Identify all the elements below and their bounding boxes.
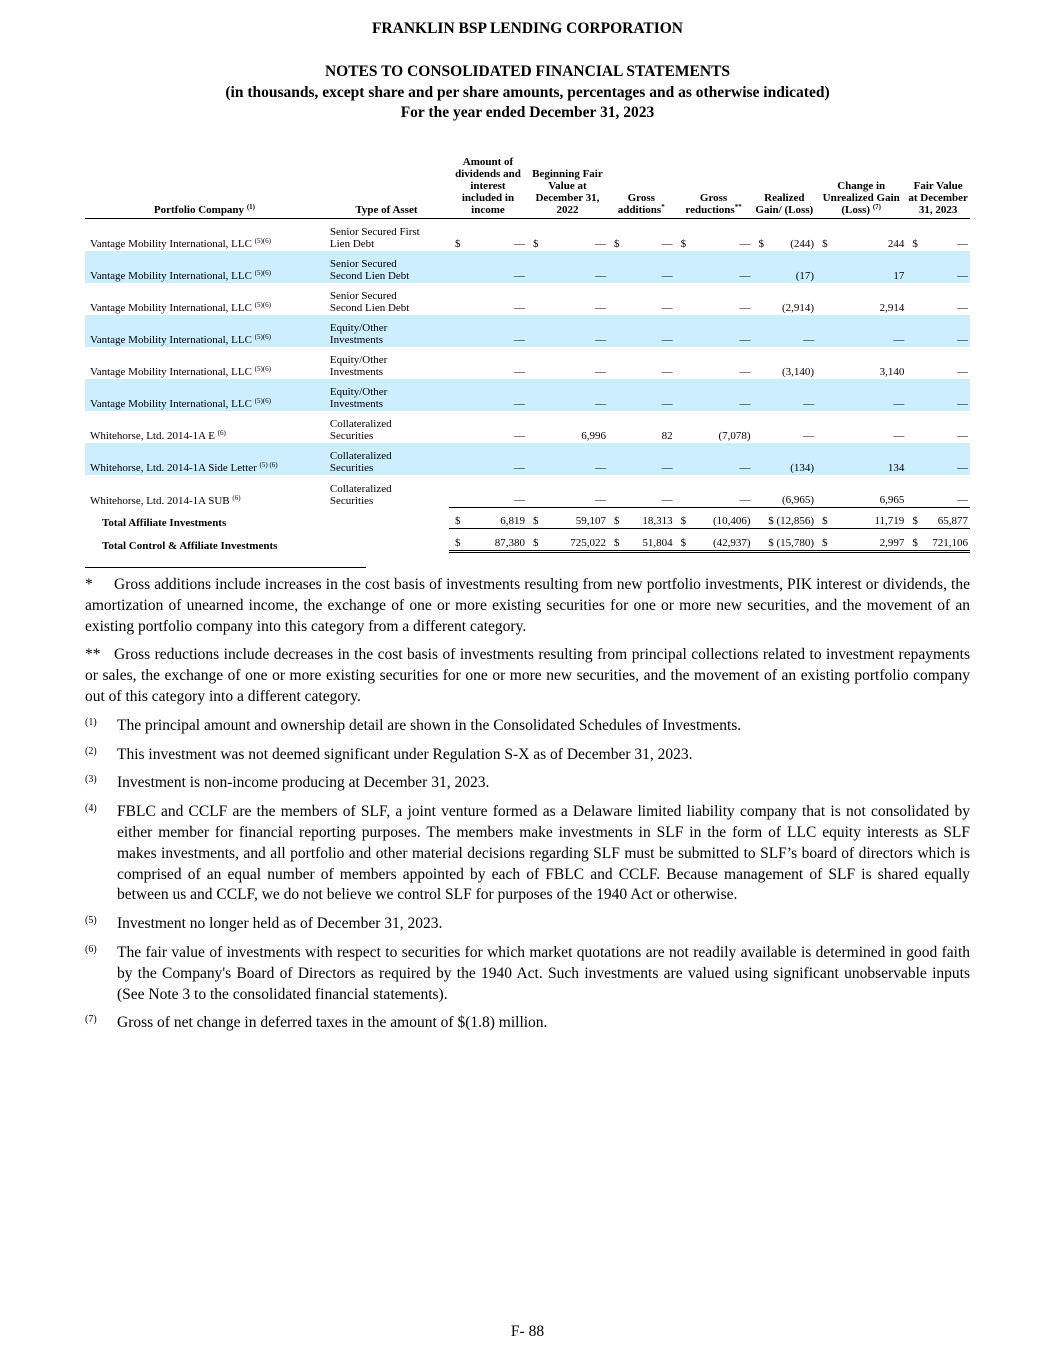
currency-cell (608, 283, 620, 315)
additions-cell: — (620, 443, 674, 475)
realized-cell: — (753, 315, 817, 347)
additions-cell: — (661, 366, 673, 378)
portfolio-company-cell: Vantage Mobility International, LLC $^{(5)(6)}$ (85, 379, 324, 411)
total-unrealized: 2,997 (828, 529, 906, 552)
total-beginning: 725,022 (539, 529, 608, 552)
col-realized: Realized Gain/ (Loss) (753, 156, 817, 219)
footnote (85, 943, 970, 1005)
footnote-text: Investment is non-income producing at December 31, 2023. (117, 774, 490, 792)
currency-cell: $ (816, 529, 828, 552)
currency-cell (449, 443, 461, 475)
table-row (85, 443, 970, 475)
total-realized: $ (12,856) (753, 508, 817, 529)
reductions-cell: — (687, 315, 753, 347)
asset-type-cell: Collateralized Securities (329, 482, 392, 507)
reductions-cell: — (687, 379, 753, 411)
portfolio-company-cell: Whitehorse, Ltd. 2014-1A Side Letter $^{(5) (6)}$ (85, 443, 324, 475)
currency-cell (449, 379, 461, 411)
dividends-cell: — (461, 251, 527, 283)
currency-cell (816, 347, 828, 379)
beginning-value-cell: — (539, 315, 608, 347)
total-fair-value: 65,877 (919, 508, 970, 529)
dividends-cell: — (513, 366, 525, 378)
unrealized-cell: 17 (828, 251, 906, 283)
currency-cell (906, 443, 918, 475)
beginning-value-cell: — (539, 251, 608, 283)
currency-cell (816, 283, 828, 315)
total-label: Total Control & Affiliate Investments (102, 539, 278, 552)
currency-cell (608, 411, 620, 443)
fair-value-cell: — (957, 366, 968, 378)
total-reductions: (10,406) (687, 508, 753, 529)
currency-cell (527, 475, 539, 508)
currency-cell: $ (906, 508, 918, 529)
currency-cell (675, 379, 687, 411)
portfolio-company-cell: Vantage Mobility International, LLC $^{(5)(6)}$ (90, 365, 271, 378)
asset-type-cell: Collateralized Securities (329, 418, 392, 442)
realized-cell: (2,914) (782, 302, 815, 314)
total-row (85, 529, 970, 552)
realized-cell: — (753, 379, 817, 411)
currency-cell (816, 379, 828, 411)
header-title: NOTES TO CONSOLIDATED FINANCIAL STATEMENTS (324, 63, 731, 80)
realized-cell: $ (244) (758, 238, 815, 250)
table-row (85, 347, 970, 379)
fair-value-cell: — (919, 443, 970, 475)
unrealized-cell: — (828, 315, 906, 347)
additions-cell: — (620, 315, 674, 347)
realized-cell: (3,140) (782, 366, 815, 378)
footnote-marker: (2) (85, 745, 97, 757)
reductions-cell: — (739, 302, 751, 314)
additions-cell: 82 (661, 430, 673, 442)
realized-cell: (6,965) (782, 494, 815, 506)
beginning-value-cell: — (539, 443, 608, 475)
table-row (85, 379, 970, 411)
currency-cell (608, 251, 620, 283)
currency-cell (449, 347, 461, 379)
col-gross-reductions: Gross reductions** (675, 156, 753, 219)
currency-cell (527, 251, 539, 283)
unrealized-cell: 2,914 (879, 302, 905, 314)
footnote (85, 773, 970, 794)
asset-type-cell: Collateralized Securities (324, 443, 449, 475)
total-beginning: 59,107 (539, 508, 608, 529)
reductions-cell: — (687, 443, 753, 475)
currency-cell (527, 443, 539, 475)
currency-cell (449, 411, 461, 443)
currency-cell: $ (449, 529, 461, 552)
currency-cell (906, 315, 918, 347)
unrealized-cell: 134 (828, 443, 906, 475)
currency-cell (906, 251, 918, 283)
footnotes-section (85, 575, 970, 1042)
additions-cell: — (620, 379, 674, 411)
currency-cell: $ (455, 238, 461, 250)
reductions-cell: — (739, 238, 751, 250)
dividends-cell: — (513, 238, 525, 250)
currency-cell (608, 315, 620, 347)
footnote (85, 914, 970, 935)
currency-cell: $ (906, 529, 918, 552)
currency-cell (675, 443, 687, 475)
currency-cell (675, 411, 687, 443)
currency-cell (527, 283, 539, 315)
currency-cell (675, 475, 687, 508)
currency-cell (675, 347, 687, 379)
footnote-marker: (4) (85, 803, 97, 815)
asset-type-cell: Senior Secured Second Lien Debt (324, 251, 449, 283)
affiliate-investments-table (85, 156, 970, 553)
additions-cell: — (620, 251, 674, 283)
currency-cell (449, 251, 461, 283)
dividends-cell: — (461, 379, 527, 411)
col-fair-value: Fair Value at December 31, 2023 (906, 156, 970, 219)
asset-type-cell: Equity/Other Investments (324, 379, 449, 411)
currency-cell: $ (608, 529, 620, 552)
realized-cell: (134) (753, 443, 817, 475)
currency-cell: $ (449, 508, 461, 529)
beginning-value-cell: — (594, 302, 606, 314)
total-realized: $ (15,780) (753, 529, 817, 552)
currency-cell (816, 251, 828, 283)
total-dividends: 87,380 (461, 529, 527, 552)
asset-type-cell: Equity/Other Investments (324, 315, 449, 347)
fair-value-cell: — (919, 379, 970, 411)
portfolio-company-cell: Vantage Mobility International, LLC $^{(5)(6)}$ (90, 237, 271, 250)
footnote (85, 802, 970, 906)
unrealized-cell: — (893, 430, 905, 442)
page-number: F- 88 (510, 1323, 545, 1340)
currency-cell (449, 315, 461, 347)
currency-cell: $ (527, 508, 539, 529)
col-portfolio-company: Portfolio Company $^{(1)}$ (85, 156, 324, 219)
currency-cell (449, 475, 461, 508)
additions-cell: — (661, 302, 673, 314)
footnote (85, 1013, 970, 1034)
col-dividends: Amount of dividends and interest included in income (449, 156, 527, 219)
currency-cell: $ (532, 238, 539, 250)
footnote-marker: (6) (85, 943, 97, 955)
reductions-cell: — (739, 494, 751, 506)
fair-value-cell: — (919, 251, 970, 283)
table-header-row (85, 156, 970, 219)
total-additions: 18,313 (620, 508, 674, 529)
currency-cell (906, 379, 918, 411)
asset-type-cell: Senior Secured First Lien Debt (329, 226, 420, 250)
currency-cell (449, 283, 461, 315)
table-row (85, 475, 970, 508)
footnote-marker: (7) (85, 1014, 97, 1026)
footnote-marker: (5) (85, 915, 97, 927)
currency-cell (906, 411, 918, 443)
unrealized-cell: — (828, 379, 906, 411)
currency-cell: $ (816, 508, 828, 529)
currency-cell (816, 443, 828, 475)
currency-cell (527, 315, 539, 347)
additions-cell: — (661, 238, 673, 250)
currency-cell: $ (613, 238, 620, 250)
total-dividends: 6,819 (461, 508, 527, 529)
company-name: FRANKLIN BSP LENDING CORPORATION (371, 20, 684, 37)
currency-cell (675, 315, 687, 347)
beginning-value-cell: — (539, 379, 608, 411)
footnote (85, 716, 970, 737)
currency-cell (675, 283, 687, 315)
table-row (85, 315, 970, 347)
note-gross-additions: * Gross additions include increases in the cost basis of investments resulting from new portfolio investments, PIK interest or dividends, the amortization of unearned income, the exchange of one or more existing securities for one or more new securities, and the movement of an existing portfolio company into this category from a different category. (85, 576, 970, 635)
portfolio-company-cell: Vantage Mobility International, LLC $^{(5)(6)}$ (90, 301, 271, 314)
portfolio-company-cell: Whitehorse, Ltd. 2014-1A E $^{(6)}$ (90, 429, 226, 442)
currency-cell: $ (527, 529, 539, 552)
currency-cell (906, 283, 918, 315)
footnote-text: Gross of net change in deferred taxes in the amount of $(1.8) million. (117, 1014, 548, 1032)
currency-cell (608, 379, 620, 411)
header-subtitle: (in thousands, except share and per share amounts, percentages and as otherwise indicated) (225, 83, 830, 101)
fair-value-cell: — (957, 238, 968, 250)
asset-type-cell: Equity/Other Investments (329, 354, 388, 378)
footnote-marker: (1) (85, 716, 97, 728)
currency-cell (816, 315, 828, 347)
total-reductions: (42,937) (687, 529, 753, 552)
total-label: Total Affiliate Investments (102, 516, 227, 529)
unrealized-cell: 6,965 (879, 494, 905, 506)
footnote-text: The fair value of investments with respect to securities for which market quotations are not readily available is determined in good faith by the Company's Board of Directors as required by the 1940 Act. Such investments are valued using significant unobservable inputs (See Note 3 to the consolidated financial statements). (117, 943, 970, 1003)
total-unrealized: 11,719 (828, 508, 906, 529)
col-gross-additions: Gross additions* (608, 156, 675, 219)
dividends-cell: — (461, 315, 527, 347)
table-row (85, 411, 970, 443)
currency-cell (608, 475, 620, 508)
currency-cell (906, 347, 918, 379)
currency-cell (906, 475, 918, 508)
total-row (85, 508, 970, 529)
currency-cell (816, 411, 828, 443)
table-row (85, 219, 970, 252)
currency-cell (608, 443, 620, 475)
portfolio-company-cell: Whitehorse, Ltd. 2014-1A SUB $^{(6)}$ (90, 493, 241, 507)
dividends-cell: — (513, 302, 525, 314)
beginning-value-cell: — (594, 238, 606, 250)
beginning-value-cell: — (594, 494, 606, 506)
realized-cell: — (803, 430, 815, 442)
currency-cell: $ (608, 508, 620, 529)
footnote (85, 745, 970, 766)
reductions-cell: — (739, 366, 751, 378)
additions-cell: — (661, 494, 673, 506)
reductions-cell: — (687, 251, 753, 283)
currency-cell: $ (675, 508, 687, 529)
note-gross-reductions: ** Gross reductions include decreases in the cost basis of investments resulting from principal collections related to investment repayments or sales, the exchange of one or more existing securities for one or more new securities, and the movement of an existing portfolio company out of this category into a different category. (85, 646, 970, 705)
currency-cell: $ (912, 238, 918, 250)
page-header (0, 62, 1055, 124)
portfolio-company-cell: Vantage Mobility International, LLC $^{(5)(6)}$ (85, 251, 324, 283)
beginning-value-cell: 6,996 (581, 430, 606, 442)
portfolio-company-cell: Vantage Mobility International, LLC $^{(5)(6)}$ (85, 315, 324, 347)
reductions-cell: (7,078) (718, 430, 751, 442)
fair-value-cell: — (957, 302, 968, 314)
currency-cell (527, 347, 539, 379)
fair-value-cell: — (957, 494, 968, 506)
dividends-cell: — (513, 494, 525, 506)
col-type-of-asset: Type of Asset (324, 156, 449, 219)
fair-value-cell: — (957, 430, 968, 442)
header-period: For the year ended December 31, 2023 (400, 104, 655, 121)
fair-value-cell: — (919, 315, 970, 347)
currency-cell: $ (680, 238, 687, 250)
dividends-cell: — (513, 430, 525, 442)
footnote-text: Investment no longer held as of December 31, 2023. (117, 915, 443, 933)
dividends-cell: — (461, 443, 527, 475)
col-beginning-fair-value: Beginning Fair Value at December 31, 2022 (527, 156, 608, 219)
footnote-text: FBLC and CCLF are the members of SLF, a joint venture formed as a Delaware limited liability company that is not consolidated by either member for financial reporting purposes. The members make investments in SLF in the form of LLC equity interests as SLF makes investments, and all portfolio and other material decisions regarding SLF must be submitted to SLF’s board of directors which is comprised of an equal number of members appointed by each of FBLC and CCLF. Because management of SLF is shared equally between us and CCLF, we do not believe we control SLF for purposes of the 1940 Act or otherwise. (117, 803, 970, 904)
beginning-value-cell: — (594, 366, 606, 378)
currency-cell (527, 411, 539, 443)
total-additions: 51,804 (620, 529, 674, 552)
unrealized-cell: 244 (887, 238, 905, 250)
total-fair-value: 721,106 (919, 529, 970, 552)
unrealized-cell: 3,140 (879, 366, 905, 378)
col-unrealized: Change in Unrealized Gain (Loss) $^{(7)}$ (816, 156, 906, 219)
realized-cell: (17) (753, 251, 817, 283)
footnote-marker: (3) (85, 774, 97, 786)
asset-type-cell: Senior Secured Second Lien Debt (329, 290, 410, 314)
footnote-text: This investment was not deemed significant under Regulation S-X as of December 31, 2023. (117, 745, 693, 763)
currency-cell: $ (675, 529, 687, 552)
table-row (85, 283, 970, 315)
table-row (85, 251, 970, 283)
currency-cell (608, 347, 620, 379)
footnote-text: The principal amount and ownership detail are shown in the Consolidated Schedules of Investments. (117, 716, 742, 734)
currency-cell (675, 251, 687, 283)
currency-cell (527, 379, 539, 411)
currency-cell (816, 475, 828, 508)
currency-cell: $ (822, 238, 828, 250)
footnote-separator (85, 567, 366, 568)
